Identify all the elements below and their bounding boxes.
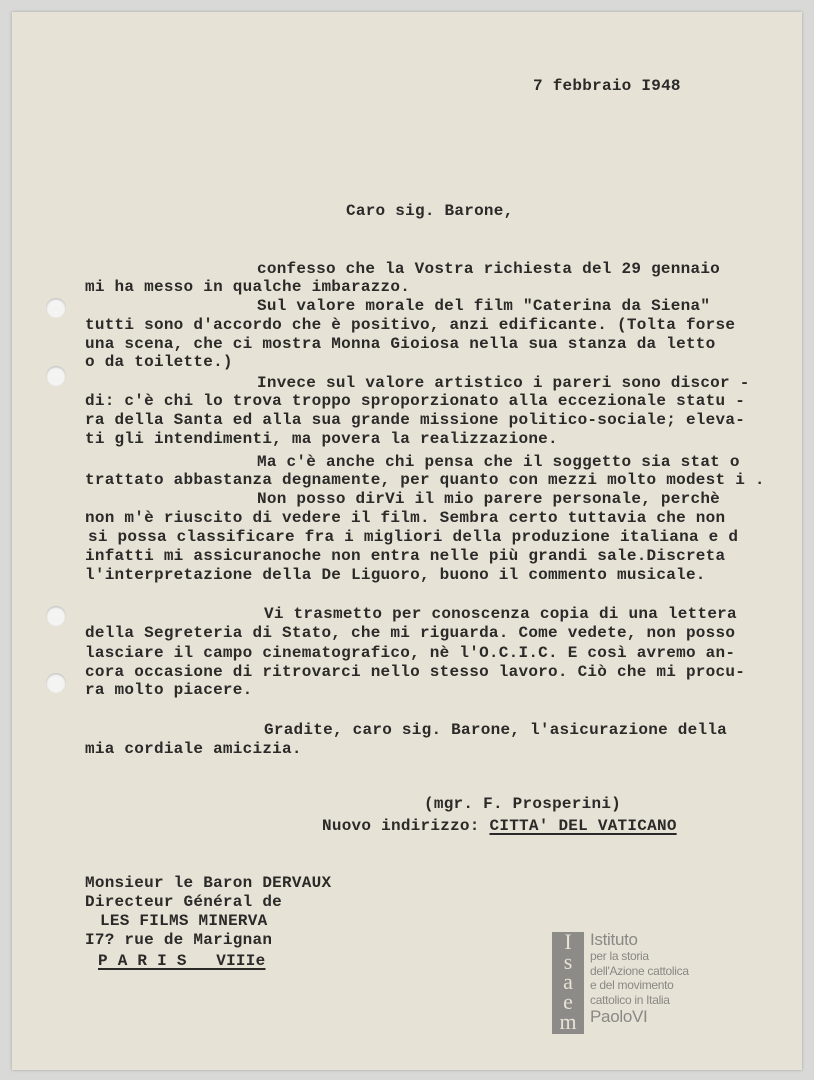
body-line: ti gli intendimenti, ma povera la realizzazione. — [85, 430, 558, 448]
body-line: non m'è riuscito di vedere il film. Sembra certo tuttavia che non — [85, 509, 726, 527]
body-line: o da toilette.) — [85, 353, 233, 371]
body-line: Invece sul valore artistico i pareri sono discor - — [257, 374, 750, 392]
new-address — [322, 816, 677, 836]
body-line: una scena, che ci mostra Monna Gioiosa nella sua stanza da letto — [85, 335, 716, 353]
body-line: mi ha messo in qualche imbarazzo. — [85, 278, 411, 296]
body-line: Sul valore morale del film "Caterina da Siena" — [257, 297, 711, 315]
new-address-value: CITTA' DEL VATICANO — [489, 817, 677, 835]
body-line: di: c'è chi lo trova troppo sproporzionato alla eccezionale statu - — [85, 392, 746, 410]
isacem-watermark-logo — [552, 930, 692, 1036]
body-line: infatti mi assicuranoche non entra nelle più grandi sale.Discreta — [85, 547, 726, 565]
letter-date: 7 febbraio I948 — [533, 77, 681, 95]
salutation: Caro sig. Barone, — [346, 202, 514, 220]
body-line: ra della Santa ed alla sua grande missione politico-sociale; eleva- — [85, 411, 746, 429]
body-line: Non posso dirVi il mio parere personale, perchè — [257, 490, 721, 508]
body-line: della Segreteria di Stato, che mi riguarda. Come vedete, non posso — [85, 624, 736, 642]
body-line: Ma c'è anche chi pensa che il soggetto sia stat o — [257, 453, 740, 471]
punch-hole — [46, 298, 66, 318]
body-line: ra molto piacere. — [85, 681, 253, 699]
recipient-line: Directeur Général de — [85, 893, 283, 911]
body-line: lasciare il campo cinematografico, nè l'O.C.I.C. E così avremo an- — [85, 644, 736, 662]
body-line: Vi trasmetto per conoscenza copia di una lettera — [264, 605, 737, 623]
body-line: mia cordiale amicizia. — [85, 740, 302, 758]
body-line: cora occasione di ritrovarci nello stesso lavoro. Ciò che mi procu- — [85, 663, 746, 681]
body-line: l'interpretazione della De Liguoro, buono il commento musicale. — [85, 566, 706, 584]
body-line: tutti sono d'accordo che è positivo, anzi edificante. (Tolta forse — [85, 316, 736, 334]
new-address-label: Nuovo indirizzo: — [322, 817, 480, 835]
body-line: Gradite, caro sig. Barone, l'asicurazione della — [264, 721, 728, 739]
punch-hole — [46, 673, 66, 693]
logo-letters: I s a e m — [552, 932, 584, 1034]
punch-hole — [46, 606, 66, 626]
punch-hole — [46, 366, 66, 386]
recipient-line: P A R I S VIIIe — [98, 952, 266, 970]
body-line: confesso che la Vostra richiesta del 29 gennaio — [257, 260, 721, 278]
recipient-line: LES FILMS MINERVA — [100, 912, 268, 930]
signature: (mgr. F. Prosperini) — [424, 795, 622, 813]
logo-text: Istituto per la storia dell'Azione cattolica e del movimento cattolico in Italia PaoloVI — [590, 930, 689, 1026]
body-line: trattato abbastanza degnamente, per quanto con mezzi molto modest i . — [85, 471, 765, 489]
body-line: si possa classificare fra i migliori della produzione italiana e d — [88, 528, 739, 546]
recipient-line: I7? rue de Marignan — [85, 931, 273, 949]
recipient-line: Monsieur le Baron DERVAUX — [85, 874, 332, 892]
